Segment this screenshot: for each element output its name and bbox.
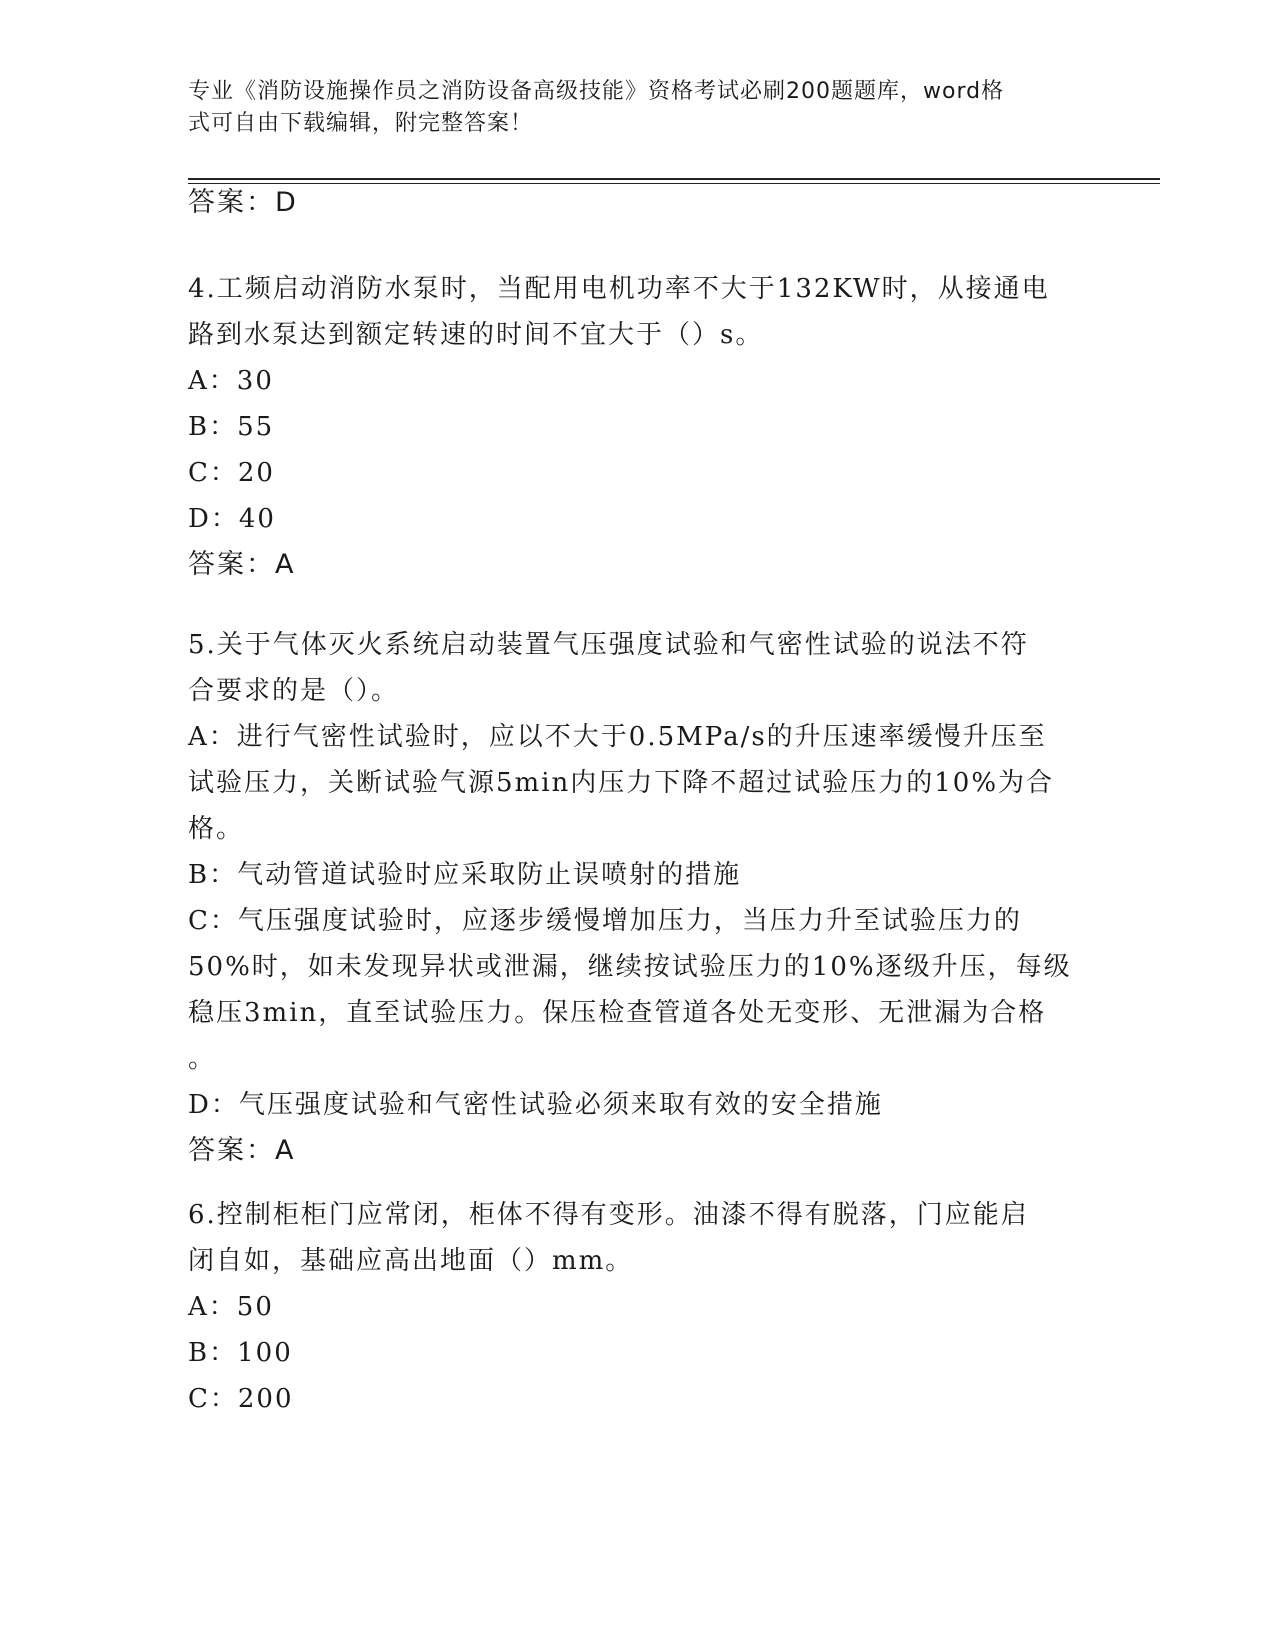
option-line: A：进行气密性试验时，应以不大于0.5MPa/s的升压速率缓慢升压至: [188, 722, 1047, 752]
option-c: C：20: [188, 458, 275, 488]
option-line: 格。: [188, 814, 245, 844]
question-stem-line: 5.关于气体灭火系统启动装置气压强度试验和气密性试验的说法不符: [188, 630, 1029, 660]
page-header: [188, 76, 1068, 140]
question-stem-line: 6.控制柜柜门应常闭，柜体不得有变形。油漆不得有脱落，门应能启: [188, 1200, 1029, 1230]
option-line: 。: [188, 1044, 217, 1074]
question-stem-line: 路到水泵达到额定转速的时间不宜大于（）s。: [188, 320, 764, 350]
previous-question-answer: [188, 180, 1068, 226]
answer-label: 答案：A: [188, 1135, 296, 1166]
question-stem-line: 4.工频启动消防水泵时，当配用电机功率不大于132KW时，从接通电: [188, 274, 1050, 304]
answer-label: 答案：D: [188, 187, 298, 218]
option-b: B：55: [188, 412, 275, 442]
option-a: A：50: [188, 1292, 274, 1322]
question-stem: [188, 622, 1068, 714]
question-stem: [188, 1192, 1068, 1284]
question-4: [188, 266, 1068, 588]
option-a: [188, 714, 1068, 852]
header-line-2: 式可自由下载编辑，附完整答案！: [188, 111, 534, 136]
option-c: C：200: [188, 1384, 294, 1414]
question-stem-line: 合要求的是（）。: [188, 676, 400, 706]
header-line-1: 专业《消防设施操作员之消防设备高级技能》资格考试必刷200题题库，word格: [188, 79, 1005, 104]
answer-label: 答案：A: [188, 549, 296, 580]
option-line: 稳压3min，直至试验压力。保压检查管道各处无变形、无泄漏为合格: [188, 998, 1047, 1028]
option-b: B：气动管道试验时应采取防止误喷射的措施: [188, 860, 742, 890]
option-d: D：40: [188, 504, 276, 534]
option-c: [188, 898, 1072, 1082]
option-b: B：100: [188, 1338, 293, 1368]
question-6: [188, 1192, 1068, 1422]
question-stem-line: 闭自如，基础应高出地面（）mm。: [188, 1246, 634, 1276]
option-d: D：气压强度试验和气密性试验必须来取有效的安全措施: [188, 1090, 883, 1120]
option-line: 50%时，如未发现异状或泄漏，继续按试验压力的10%逐级升压，每级: [188, 952, 1072, 982]
option-line: 试验压力，关断试验气源5min内压力下降不超过试验压力的10%为合: [188, 768, 1055, 798]
option-line: C：气压强度试验时，应逐步缓慢增加压力，当压力升至试验压力的: [188, 906, 1022, 936]
option-a: A：30: [188, 366, 274, 396]
question-stem: [188, 266, 1068, 358]
question-5: [188, 622, 1072, 1174]
